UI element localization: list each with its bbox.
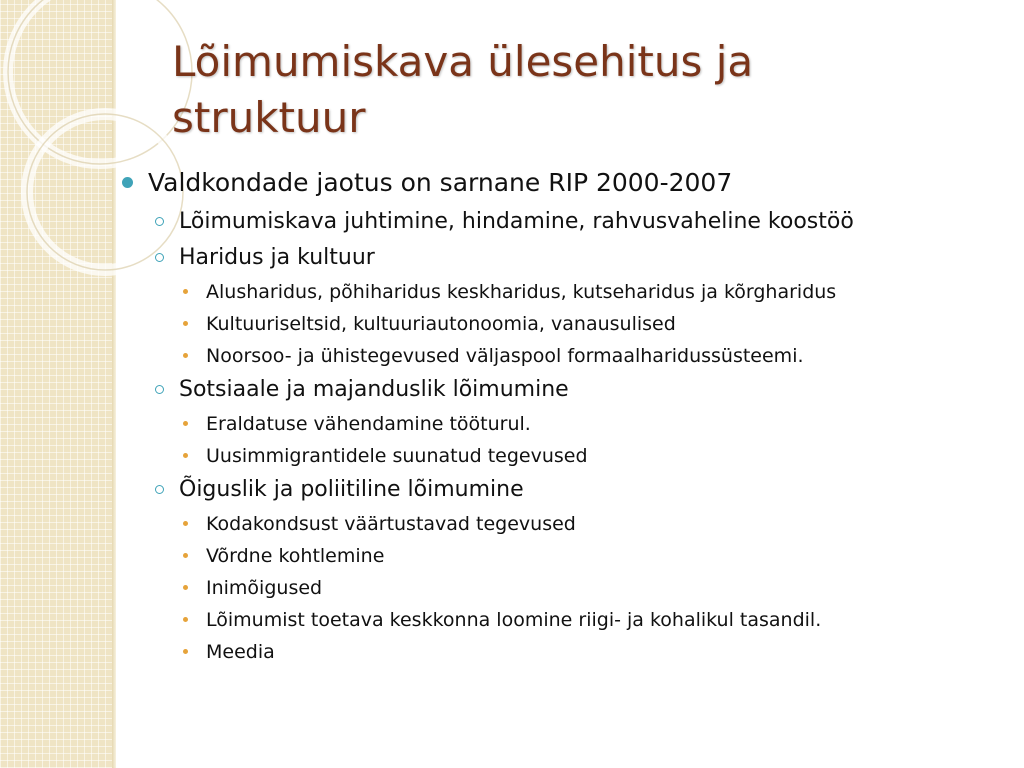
sub-sub-bullet-item (120, 636, 1000, 668)
sub-bullet-item (120, 372, 1000, 408)
filled-circle-bullet-icon (122, 177, 133, 188)
sub-sub-bullet-item (120, 508, 1000, 540)
bullet-text: Alusharidus, põhiharidus keskharidus, kutseharidus ja kõrgharidus (206, 281, 837, 303)
sub-sub-bullet-item (120, 572, 1000, 604)
dot-bullet-icon (183, 521, 188, 526)
bullet-text: Sotsiaale ja majanduslik lõimumine (179, 377, 569, 402)
hollow-circle-bullet-icon (155, 253, 164, 262)
bullet-text: Uusimmigrantidele suunatud tegevused (206, 445, 588, 467)
bullet-text: Valdkondade jaotus on sarnane RIP 2000-2007 (148, 168, 733, 197)
bullet-text: Eraldatuse vähendamine tööturul. (206, 413, 531, 435)
sub-sub-bullet-item (120, 340, 1000, 372)
sub-sub-bullet-item (120, 408, 1000, 440)
dot-bullet-icon (183, 321, 188, 326)
bullet-text: Inimõigused (206, 577, 323, 599)
sub-bullet-item (120, 240, 1000, 276)
bullet-text: Meedia (206, 641, 275, 663)
bullet-text: Kodakondsust väärtustavad tegevused (206, 513, 576, 535)
hollow-circle-bullet-icon (155, 217, 164, 226)
sub-sub-bullet-item (120, 540, 1000, 572)
bullet-list (120, 162, 1000, 668)
bullet-text: Lõimumiskava juhtimine, hindamine, rahvusvaheline koostöö (179, 209, 854, 234)
bullet-text: Õiguslik ja poliitiline lõimumine (179, 477, 524, 502)
dot-bullet-icon (183, 421, 188, 426)
bullet-text: Kultuuriseltsid, kultuuriautonoomia, vanausulised (206, 313, 676, 335)
dot-bullet-icon (183, 353, 188, 358)
bullet-text: Noorsoo- ja ühistegevused väljaspool formaalharidussüsteemi. (206, 345, 804, 367)
dot-bullet-icon (183, 553, 188, 558)
bullet-text: Haridus ja kultuur (179, 245, 375, 270)
sub-bullet-item (120, 204, 1000, 240)
bullet-text: Lõimumist toetava keskkonna loomine riigi- ja kohalikul tasandil. (206, 609, 822, 631)
dot-bullet-icon (183, 453, 188, 458)
bullet-text: Võrdne kohtlemine (206, 545, 385, 567)
dot-bullet-icon (183, 617, 188, 622)
hollow-circle-bullet-icon (155, 485, 164, 494)
dot-bullet-icon (183, 649, 188, 654)
bullet-item (120, 162, 1000, 204)
sub-sub-bullet-item (120, 308, 1000, 340)
sub-sub-bullet-item (120, 440, 1000, 472)
dot-bullet-icon (183, 585, 188, 590)
hollow-circle-bullet-icon (155, 385, 164, 394)
slide-title: Lõimumiskava ülesehitus ja struktuur (172, 37, 754, 142)
sub-bullet-item (120, 472, 1000, 508)
dot-bullet-icon (183, 289, 188, 294)
sub-sub-bullet-item (120, 604, 1000, 636)
sub-sub-bullet-item (120, 276, 1000, 308)
